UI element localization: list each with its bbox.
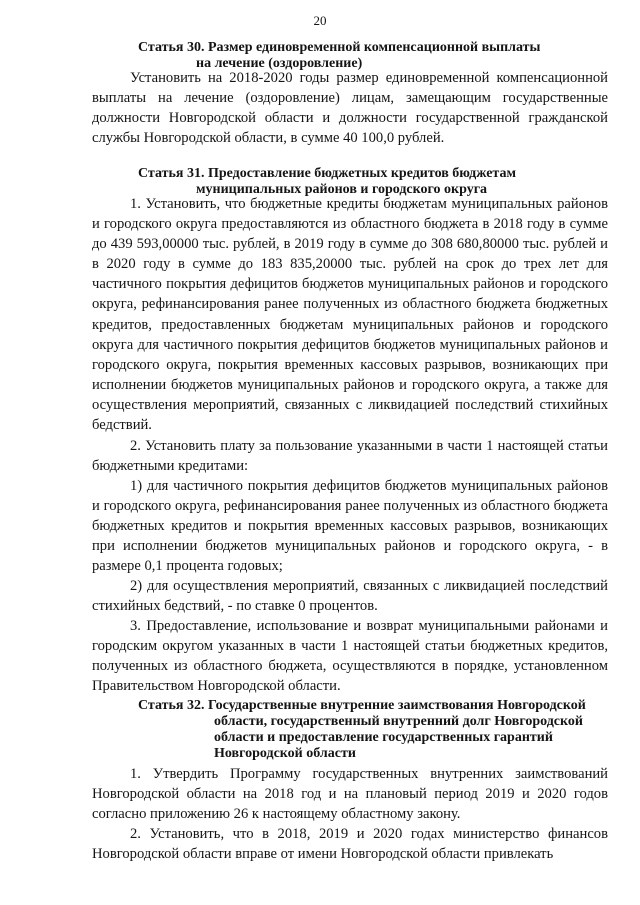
article-31-part-1: 1. Установить, что бюджетные кредиты бюджетам муниципальных районов и городского округа предоставляются из областного бюджета в 2018 году в сумме до 439 593,00000 тыс. рублей, в 2019 году в сумме до 308 680,80000 тыс. рублей и в 2020 году в сумме до 183 835,20000 тыс. рублей на срок до трех лет для частичного покрытия дефицитов бюджетов муниципальных районов и городского округа, рефинансирования ранее полученных из областного бюджета бюджетных кредитов, предоставленных бюджетам муниципальных районов и городского округа для частичного покрытия дефицитов бюджетов муниципальных районов и городского округа, покрытия временных кассовых разрывов, возникающих при исполнении бюджетов муниципальных районов и городского округа, а также для осуществления мероприятий, связанных с ликвидацией последствий стихийных бедствий. <box>92 196 608 434</box>
article-32-title-line-4: Новгородской области <box>214 746 356 761</box>
article-30-title-line-2: на лечение (оздоровление) <box>196 56 363 71</box>
article-30-paragraph: Установить на 2018-2020 годы размер единовременной компенсационной выплаты на лечение (оздоровление) лицам, замещающим государственные должности Новгородской области и должности государственной гражданской службы Новгородской области, в сумме 40 100,0 рублей. <box>92 70 608 147</box>
article-31-part-2-item-2: 2) для осуществления мероприятий, связанных с ликвидацией последствий стихийных бедствий, - по ставке 0 процентов. <box>92 578 608 615</box>
article-32-part-1: 1. Утвердить Программу государственных внутренних заимствований Новгородской области на 2018 год и на плановый период 2019 и 2020 годов согласно приложению 26 к настоящему областному закону. <box>92 766 608 823</box>
article-30-title-line-1: Статья 30. Размер единовременной компенсационной выплаты <box>138 40 541 55</box>
page-number: 20 <box>313 13 327 28</box>
article-31-part-3: 3. Предоставление, использование и возврат муниципальными районами и городским округом указанных в части 1 настоящей статьи бюджетных кредитов, полученных из областного бюджета, осуществляются в порядке, установленном Правительством Новгородской области. <box>92 618 608 695</box>
article-31-title-line-2: муниципальных районов и городского округа <box>196 182 488 197</box>
article-32-title-line-3: области и предоставление государственных гарантий <box>214 730 553 745</box>
article-31-title-line-1: Статья 31. Предоставление бюджетных кредитов бюджетам <box>138 166 517 181</box>
article-31-part-2: 2. Установить плату за пользование указанными в части 1 настоящей статьи бюджетными кредитами: <box>92 438 608 475</box>
article-32-part-2: 2. Установить, что в 2018, 2019 и 2020 годах министерство финансов Новгородской области вправе от имени Новгородской области привлекать <box>92 826 608 863</box>
article-32-title-line-2: области, государственный внутренний долг Новгородской <box>214 714 583 729</box>
article-32-title-line-1: Статья 32. Государственные внутренние заимствования Новгородской <box>138 698 586 713</box>
article-31-part-2-item-1: 1) для частичного покрытия дефицитов бюджетов муниципальных районов и городского округа, рефинансирования ранее полученных из областного бюджета бюджетных кредитов и покрытия временных кассовых разрывов, возникающих при исполнении бюджетов муниципальных районов и городского округа, - в размере 0,1 процента годовых; <box>92 478 608 575</box>
article-32-title <box>138 698 608 762</box>
